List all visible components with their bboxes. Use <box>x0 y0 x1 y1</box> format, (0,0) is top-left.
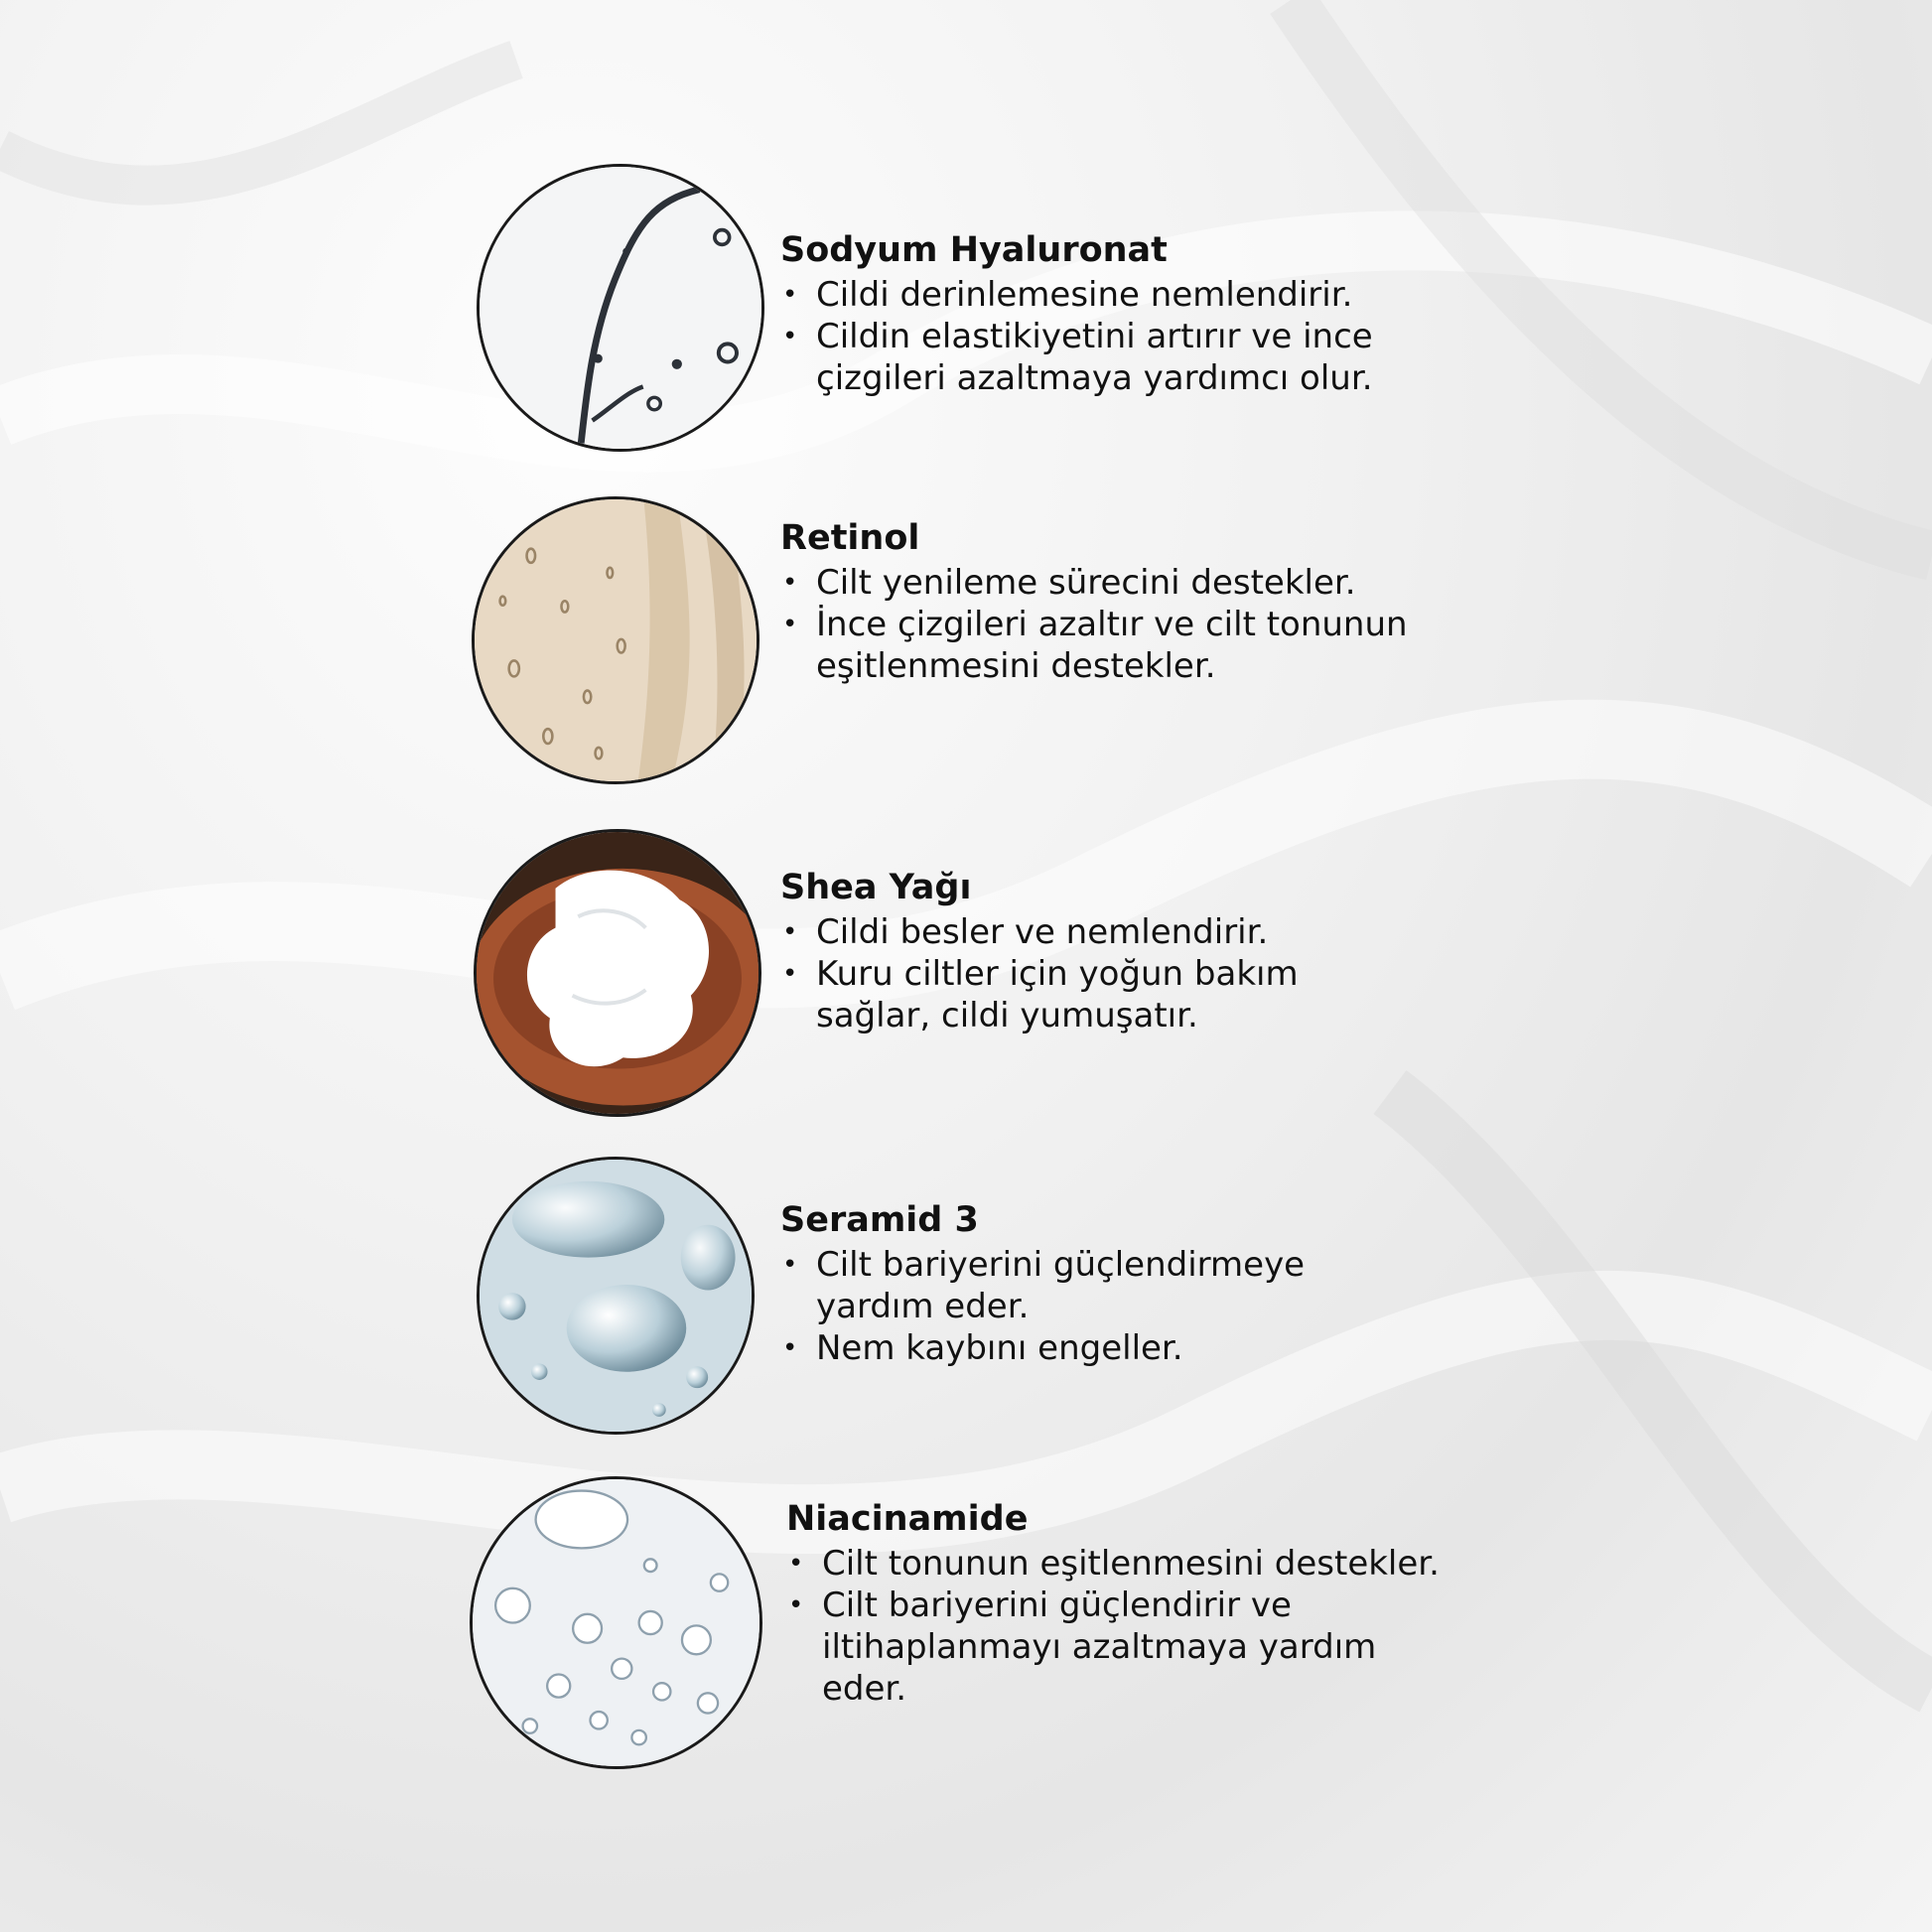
water-splash-icon <box>477 164 764 452</box>
list-item: • Cildin elastikiyetini artırır ve ince çizgileri azaltmaya yardımcı olur. <box>780 316 1412 399</box>
bullet-list <box>786 1543 1501 1710</box>
bullet-list <box>780 1244 1495 1369</box>
list-item: • İnce çizgileri azaltır ve cilt tonunun eşitlenmesini destekler. <box>780 604 1451 687</box>
list-item: • Cilt bariyerini güçlendirir ve iltihaplanmayı azaltmaya yardım eder. <box>786 1585 1438 1710</box>
clear-bubbles-icon <box>470 1476 762 1769</box>
ingredient-title: Seramid 3 <box>780 1200 979 1240</box>
bullet-list <box>780 562 1495 687</box>
serum-droplets-icon <box>472 496 759 784</box>
list-item: • Cilt tonunun eşitlenmesini destekler. <box>786 1543 1501 1585</box>
list-item: • Cilt bariyerini güçlendirmeye yardım eder. <box>780 1244 1372 1327</box>
ingredient-title: Sodyum Hyaluronat <box>780 230 1168 270</box>
shea-butter-spoon-icon <box>474 829 761 1117</box>
list-item: • Kuru ciltler için yoğun bakım sağlar, cildi yumuşatır. <box>780 953 1372 1036</box>
bullet-list <box>780 911 1495 1036</box>
ingredient-title: Shea Yağı <box>780 868 972 907</box>
bullet-list <box>780 274 1495 399</box>
ingredient-title: Retinol <box>780 518 920 558</box>
list-item: • Cildi derinlemesine nemlendirir. <box>780 274 1495 316</box>
list-item: • Cildi besler ve nemlendirir. <box>780 911 1495 953</box>
ingredient-title: Niacinamide <box>786 1499 1029 1539</box>
list-item: • Cilt yenileme sürecini destekler. <box>780 562 1495 604</box>
gel-bubbles-icon <box>477 1157 755 1435</box>
list-item: • Nem kaybını engeller. <box>780 1327 1495 1369</box>
